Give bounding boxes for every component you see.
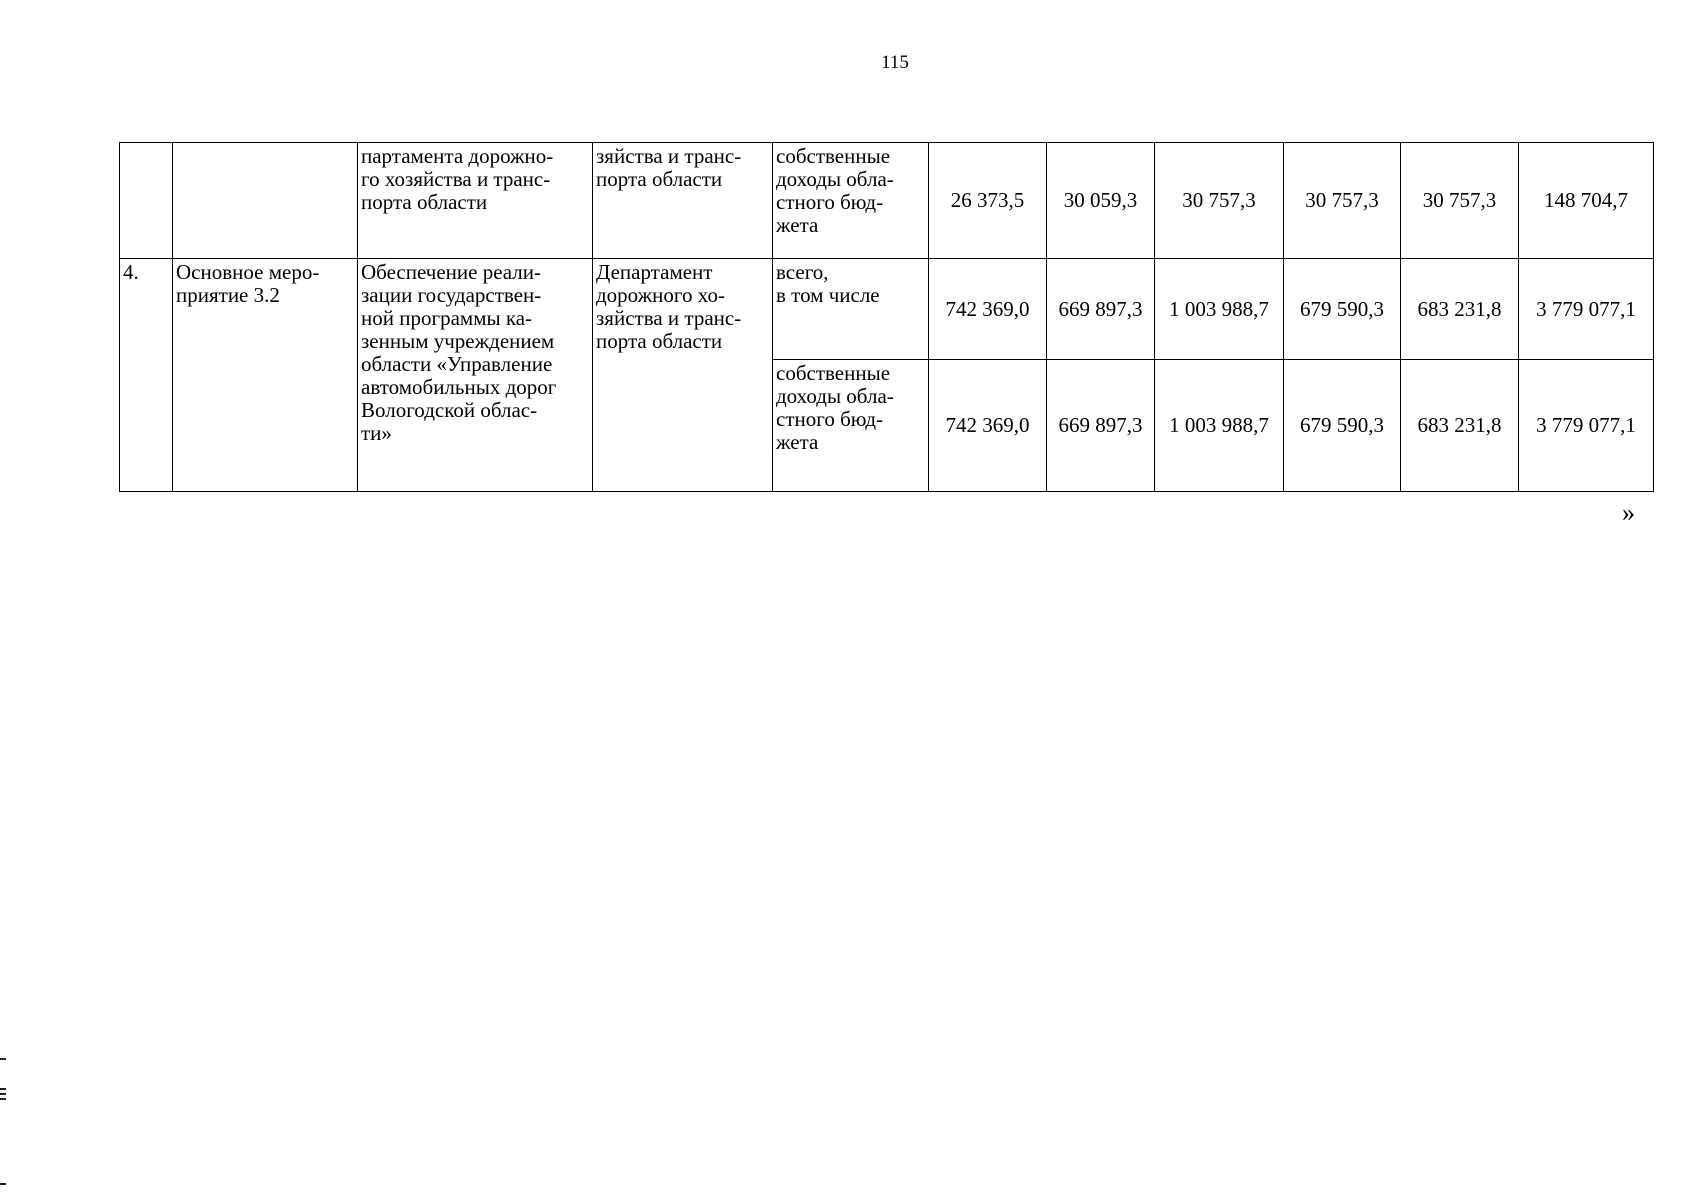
total-value-cell: 3 779 077,1 (1519, 259, 1654, 360)
funding-source-cell: собственные доходы обла- стного бюд- жета (773, 143, 929, 259)
measure-name-cell: Обеспечение реали- зации государствен- ной программы ка- зенным учреждением области «Управление автомобильных дорог Вологодской облас- ти» (358, 259, 593, 492)
value-cell: 30 059,3 (1047, 143, 1155, 259)
row-number-cell: 4. (120, 259, 173, 492)
measure-cell (173, 143, 358, 259)
value-cell: 742 369,0 (929, 259, 1047, 360)
value-cell: 669 897,3 (1047, 360, 1155, 492)
value-cell: 683 231,8 (1401, 259, 1519, 360)
value-cell: 679 590,3 (1284, 259, 1401, 360)
margin-mark (0, 1093, 6, 1095)
executor-cell: зяйства и транс- порта области (593, 143, 773, 259)
measure-cell: Основное меро- приятие 3.2 (173, 259, 358, 492)
budget-table (119, 142, 1654, 492)
executor-cell: Департамент дорожного хо- зяйства и транс- порта области (593, 259, 773, 492)
total-value-cell: 3 779 077,1 (1519, 360, 1654, 492)
closing-quote: » (1622, 498, 1635, 527)
value-cell: 30 757,3 (1155, 143, 1284, 259)
value-cell: 683 231,8 (1401, 360, 1519, 492)
funding-source-cell: всего, в том числе (773, 259, 929, 360)
table-row (120, 143, 1654, 259)
funding-source-cell: собственные доходы обла- стного бюд- жета (773, 360, 929, 492)
page-number: 115 (881, 52, 909, 73)
measure-name-cell: партамента дорожно- го хозяйства и транс- порта области (358, 143, 593, 259)
value-cell: 1 003 988,7 (1155, 360, 1284, 492)
value-cell: 30 757,3 (1401, 143, 1519, 259)
value-cell: 669 897,3 (1047, 259, 1155, 360)
value-cell: 30 757,3 (1284, 143, 1401, 259)
total-value-cell: 148 704,7 (1519, 143, 1654, 259)
table-row (120, 259, 1654, 360)
margin-mark (0, 1058, 6, 1060)
margin-mark (0, 1183, 6, 1185)
value-cell: 742 369,0 (929, 360, 1047, 492)
margin-mark (0, 1088, 6, 1090)
value-cell: 1 003 988,7 (1155, 259, 1284, 360)
value-cell: 679 590,3 (1284, 360, 1401, 492)
margin-mark (0, 1098, 6, 1100)
row-number-cell (120, 143, 173, 259)
value-cell: 26 373,5 (929, 143, 1047, 259)
